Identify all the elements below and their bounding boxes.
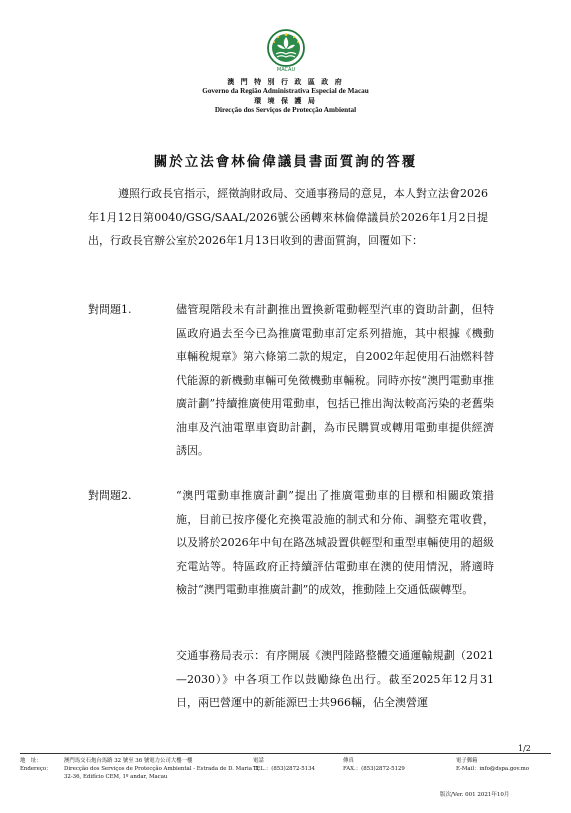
footer-divider	[20, 753, 551, 754]
answer-label: 對問題1.	[88, 303, 132, 316]
page-number: 1/2	[518, 744, 531, 753]
footer-email-label: 電子郵箱	[456, 758, 478, 764]
footer-address-pt: Direcção dos Serviços de Protecção Ambiental - Estrada de D. Maria II,	[64, 766, 260, 772]
department-name-cn: 環 境 保 護 局	[254, 96, 317, 105]
footer-fax-label: 傳真	[343, 758, 354, 764]
footer-address-label-cn: 地 址：	[20, 758, 42, 764]
version-stamp: 版次/Ver. 001 2021年10月	[440, 792, 510, 798]
footer-tel: TEL.：(853)2872-5134	[253, 766, 315, 772]
answer-body: “澳門電動車推廣計劃”提出了推廣電動車的目標和相關政策措施，目前已按序優化充換電設施的制式和分佈、調整充電收費，以及將於2026年中旬在路氹城設置供輕型和重型車輛使用的超級充電站等。特區政府正持續評估電動車在澳的使用情況，將適時檢討“澳門電動車推廣計劃”的成效，推動陸上交通低碳轉型。	[176, 489, 494, 596]
footer-address-pt-2: 32-36, Edifício CEM, 1º andar, Macau	[64, 774, 168, 780]
document-title: 關於立法會林倫偉議員書面質詢的答覆	[153, 154, 418, 170]
intro-paragraph: 遵照行政長官指示，經徵詢財政局、交通事務局的意見，本人對立法會2026年1月12日第0040/GSG/SAAL/2026號公函轉來林倫偉議員於2026年1月2日提出，行政長官辦公室於2026年1月13日收到的書面質詢，回覆如下：	[88, 187, 488, 247]
emblem-caption: MACAU	[276, 67, 295, 73]
letterhead	[0, 28, 571, 115]
government-name-pt: Governo da Região Administrativa Especial de Macau	[202, 86, 369, 95]
macau-emblem-icon	[264, 28, 308, 74]
footer-address-label-pt: Endereço：	[20, 766, 52, 772]
footer-tel-label: 電話	[253, 758, 264, 764]
footer-email: E-Mail：info@dspa.gov.mo	[456, 766, 530, 772]
answer-body: 儘管現階段未有計劃推出置換新電動輕型汽車的資助計劃，但特區政府過去至今已為推廣電動車訂定系列措施，其中根據《機動車輛稅規章》第六條第二款的規定，自2002年起使用石油燃料替代能源的新機動車輛可免徵機動車輛稅。同時亦按“澳門電動車推廣計劃”持續推廣使用電動車，包括已推出淘汰較高污染的老舊柴油車及汽油電單車資助計劃，為市民購買或轉用電動車提供經濟誘因。	[176, 303, 494, 457]
government-name-cn: 澳 門 特 別 行 政 區 政 府	[227, 77, 344, 86]
department-name-pt: Direcção dos Serviços de Protecção Ambiental	[214, 105, 357, 114]
footer-fax: FAX.：(853)2872-5129	[343, 766, 405, 772]
answer-label: 對問題2.	[88, 489, 132, 502]
answer-body-continued: 交通事務局表示：有序開展《澳門陸路整體交通運輸規劃（2021—2030）》中各項工作以鼓勵綠色出行。截至2025年12月31日，兩巴營運中的新能源巴士共966輛，佔全澳營運	[176, 649, 494, 709]
footer-address-cn: 澳門馬交石炮台馬路 32 號至 36 號電力公司大樓一樓	[64, 758, 193, 764]
